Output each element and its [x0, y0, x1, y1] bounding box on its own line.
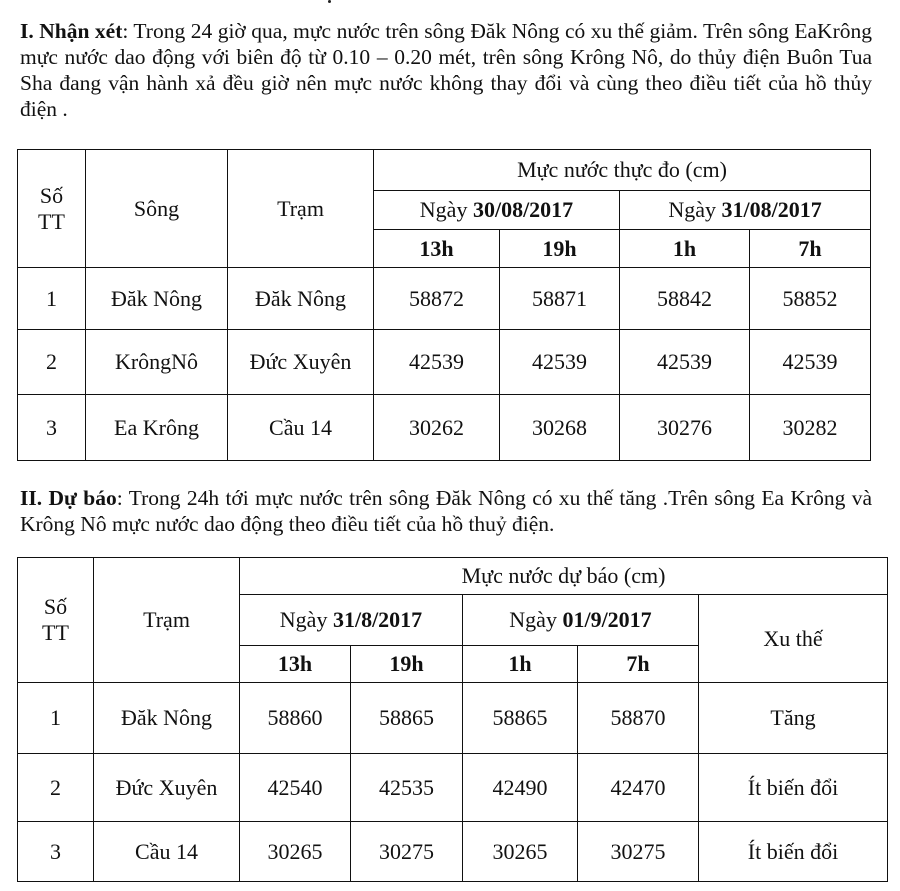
col-song: Sông [86, 150, 228, 268]
table-row [18, 822, 888, 882]
cell-tram: Cầu 14 [94, 822, 240, 882]
col-tram: Trạm [228, 150, 374, 268]
table-row [18, 395, 871, 461]
cell-value: 30265 [240, 822, 351, 882]
cell-tram: Đức Xuyên [228, 330, 374, 395]
forecast-water-level-table [17, 557, 888, 882]
table-header-row [18, 150, 871, 191]
hour-header: 1h [463, 646, 578, 683]
hour-header: 1h [620, 230, 750, 268]
cell-value: 42539 [500, 330, 620, 395]
cell-value: 58870 [578, 683, 699, 754]
cell-tram: Đăk Nông [94, 683, 240, 754]
day1-header: Ngày 30/08/2017 [374, 191, 620, 230]
cell-value: 42490 [463, 754, 578, 822]
cell-value: 42535 [351, 754, 463, 822]
table-row [18, 754, 888, 822]
table-header-row [18, 558, 888, 595]
cell-value: 30282 [750, 395, 871, 461]
cell-song: KrôngNô [86, 330, 228, 395]
cell-value: 30275 [351, 822, 463, 882]
cell-value: 42470 [578, 754, 699, 822]
section1-paragraph [20, 18, 872, 122]
cell-stt: 3 [18, 822, 94, 882]
cell-value: 42539 [750, 330, 871, 395]
cell-tram: Đức Xuyên [94, 754, 240, 822]
col-stt: Số TT [18, 558, 94, 683]
cell-tram: Cầu 14 [228, 395, 374, 461]
cell-tram: Đăk Nông [228, 268, 374, 330]
cell-stt: 2 [18, 330, 86, 395]
cell-value: 42539 [620, 330, 750, 395]
col-trend: Xu thế [699, 595, 888, 683]
cell-trend: Tăng [699, 683, 888, 754]
hour-header: 7h [578, 646, 699, 683]
cell-value: 58872 [374, 268, 500, 330]
cell-trend: Ít biến đổi [699, 754, 888, 822]
cell-value: 58871 [500, 268, 620, 330]
group-title: Mực nước thực đo (cm) [374, 150, 871, 191]
cell-value: 58842 [620, 268, 750, 330]
stray-dot [328, 0, 331, 3]
cell-song: Ea Krông [86, 395, 228, 461]
hour-header: 19h [351, 646, 463, 683]
measured-water-level-table [17, 149, 871, 461]
cell-value: 30265 [463, 822, 578, 882]
day2-header: Ngày 01/9/2017 [463, 595, 699, 646]
cell-value: 30276 [620, 395, 750, 461]
group-title: Mực nước dự báo (cm) [240, 558, 888, 595]
cell-trend: Ít biến đổi [699, 822, 888, 882]
hour-header: 19h [500, 230, 620, 268]
section2-paragraph [20, 485, 872, 537]
col-stt: Số TT [18, 150, 86, 268]
hour-header: 13h [240, 646, 351, 683]
section2-text: : Trong 24h tới mực nước trên sông Đăk Nông có xu thế tăng .Trên sông Ea Krông và Krông Nô mực nước dao động theo điều tiết của hồ thuỷ điện. [20, 486, 872, 536]
cell-stt: 3 [18, 395, 86, 461]
section1-text: : Trong 24 giờ qua, mực nước trên sông Đăk Nông có xu thế giảm. Trên sông EaKrông mực nước dao động với biên độ từ 0.10 – 0.20 mét, trên sông Krông Nô, do thủy điện Buôn Tua Sha đang vận hành xả đều giờ nên mực nước không thay đổi và cùng theo điều tiết của hồ thủy điện . [20, 19, 872, 121]
hour-header: 7h [750, 230, 871, 268]
table-row [18, 683, 888, 754]
cell-value: 42539 [374, 330, 500, 395]
cell-stt: 2 [18, 754, 94, 822]
cell-value: 30262 [374, 395, 500, 461]
table-row [18, 330, 871, 395]
section1-heading: I. Nhận xét [20, 19, 123, 43]
cell-value: 30275 [578, 822, 699, 882]
section2-heading: II. Dự báo [20, 486, 117, 510]
day1-header: Ngày 31/8/2017 [240, 595, 463, 646]
cell-stt: 1 [18, 268, 86, 330]
cell-value: 58865 [463, 683, 578, 754]
cell-value: 58860 [240, 683, 351, 754]
cell-value: 30268 [500, 395, 620, 461]
cell-value: 58865 [351, 683, 463, 754]
cell-value: 58852 [750, 268, 871, 330]
col-tram: Trạm [94, 558, 240, 683]
day2-header: Ngày 31/08/2017 [620, 191, 871, 230]
hour-header: 13h [374, 230, 500, 268]
cell-song: Đăk Nông [86, 268, 228, 330]
table-row [18, 268, 871, 330]
cell-value: 42540 [240, 754, 351, 822]
cell-stt: 1 [18, 683, 94, 754]
